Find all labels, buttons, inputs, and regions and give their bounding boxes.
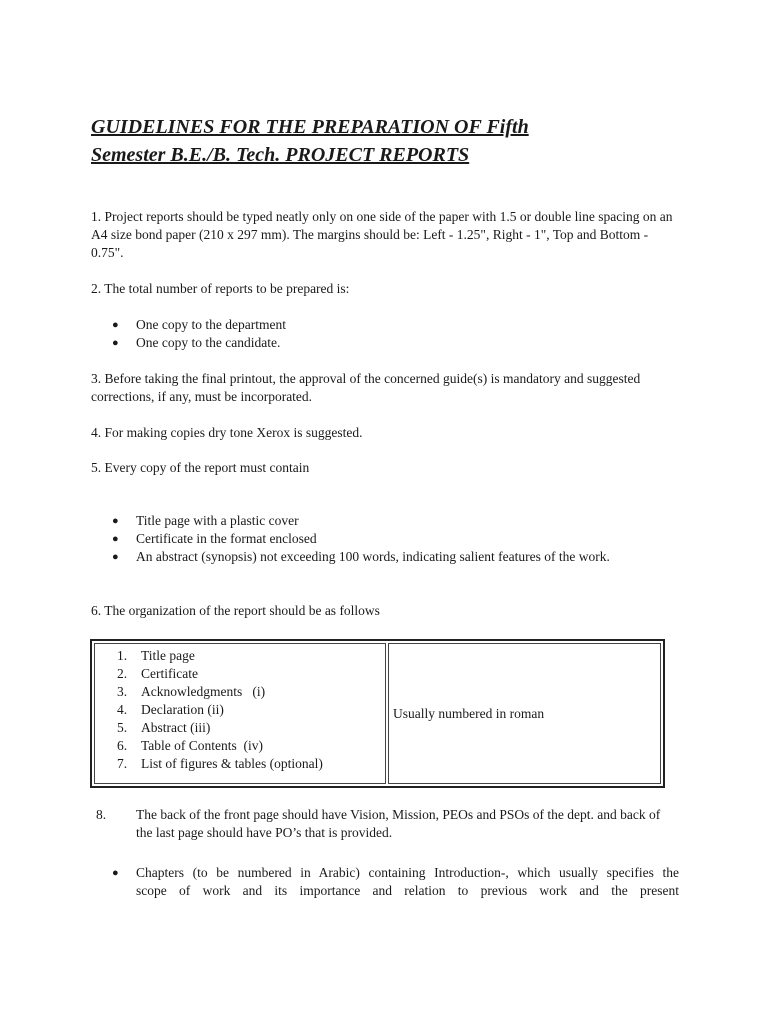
report-organization-table bbox=[90, 639, 665, 788]
bullet-icon: ● bbox=[112, 319, 119, 331]
chapters-line-1: Chapters (to be numbered in Arabic) containing Introduction-, which usually specifies the bbox=[136, 865, 679, 880]
document-title bbox=[91, 113, 691, 169]
chapters-text bbox=[136, 864, 679, 900]
item-8-number: 8. bbox=[96, 807, 107, 822]
list-item: 1. Title page bbox=[117, 648, 195, 663]
numbering-note-cell: Usually numbered in roman bbox=[388, 643, 661, 784]
bullet-icon: ● bbox=[112, 515, 119, 527]
title-line-1: GUIDELINES FOR THE PREPARATION OF Fifth bbox=[91, 116, 529, 138]
list-item: ● One copy to the department bbox=[112, 317, 286, 332]
bullet-icon: ● bbox=[112, 533, 119, 545]
paragraph-4: 4. For making copies dry tone Xerox is suggested. bbox=[91, 425, 363, 440]
paragraph-1: 1. Project reports should be typed neatly only on one side of the paper with 1.5 or double line spacing on an A4 size bond paper (210 x 297 mm). The margins should be: Left - 1.25", Right - 1", Top and Bottom - 0.75". bbox=[91, 209, 673, 260]
paragraph-5: 5. Every copy of the report must contain bbox=[91, 460, 310, 475]
list-item: 3. Acknowledgments (i) bbox=[117, 684, 266, 699]
copies-bullet-list bbox=[91, 316, 681, 352]
list-item: ● One copy to the candidate. bbox=[112, 335, 281, 350]
chapters-line-2: scope of work and its importance and relation to previous work and the present bbox=[136, 883, 679, 898]
organization-list-cell bbox=[94, 643, 386, 784]
list-item: ● An abstract (synopsis) not exceeding 100 words, indicating salient features of the work. bbox=[112, 549, 610, 564]
list-item: 5. Abstract (iii) bbox=[117, 720, 211, 735]
bullet-icon: ● bbox=[112, 551, 119, 563]
list-item: ● Title page with a plastic cover bbox=[112, 513, 299, 528]
paragraph-3: 3. Before taking the final printout, the approval of the concerned guide(s) is mandatory and suggested corrections, if any, must be incorporated. bbox=[91, 371, 641, 404]
list-item: 6. Table of Contents (iv) bbox=[117, 738, 264, 753]
list-item: ● Certificate in the format enclosed bbox=[112, 531, 317, 546]
list-item: 2. Certificate bbox=[117, 666, 198, 681]
title-line-2: Semester B.E./B. Tech. PROJECT REPORTS bbox=[91, 144, 470, 166]
bullet-icon: ● bbox=[112, 867, 119, 879]
list-item: 4. Declaration (ii) bbox=[117, 702, 224, 717]
contents-bullet-list bbox=[91, 512, 681, 566]
list-item: 7. List of figures & tables (optional) bbox=[117, 756, 323, 771]
paragraph-2: 2. The total number of reports to be prepared is: bbox=[91, 281, 350, 296]
bullet-icon: ● bbox=[112, 337, 119, 349]
organization-list bbox=[95, 647, 385, 773]
paragraph-6: 6. The organization of the report should be as follows bbox=[91, 603, 380, 618]
item-8-text: The back of the front page should have Vision, Mission, PEOs and PSOs of the dept. and back of the last page should have PO’s that is provided. bbox=[136, 807, 661, 840]
